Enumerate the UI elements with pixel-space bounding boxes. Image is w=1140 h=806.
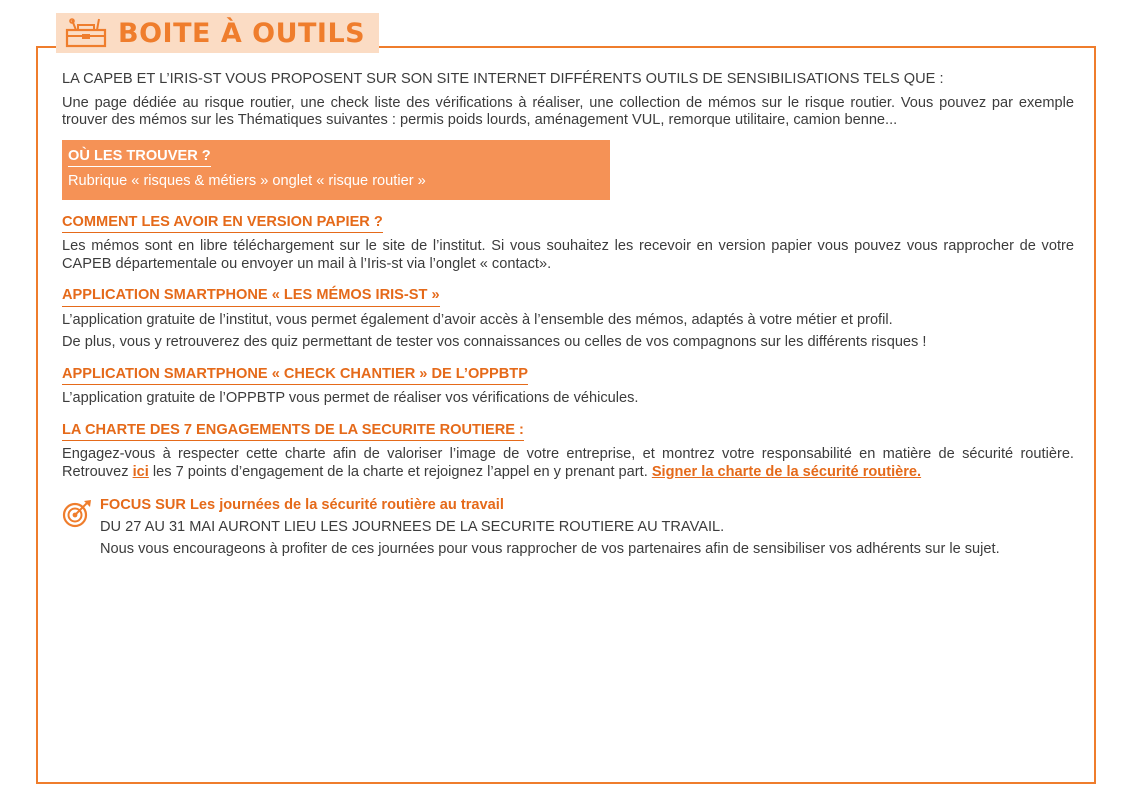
callout-heading: OÙ LES TROUVER ?: [68, 148, 211, 168]
charter-text: [62, 446, 1074, 481]
content-area: [62, 71, 1074, 559]
app-memos-text-1: L’application gratuite de l’institut, vous permet également d’avoir accès à l’ensemble des mémos, adaptés à votre métier et profil.: [62, 311, 893, 328]
focus-dates: DU 27 AU 31 MAI AURONT LIEU LES JOURNEES DE LA SECURITE ROUTIERE AU TRAVAIL.: [100, 518, 725, 535]
charter-heading: LA CHARTE DES 7 ENGAGEMENTS DE LA SECURITE ROUTIERE :: [62, 422, 524, 442]
toolbox-icon: [64, 18, 108, 48]
charter-text-a: Engagez-vous à respecter cette charte afin de valoriser l’image de votre entreprise, et montrez votre responsabilité en matière de sécurité routière. Retrouvez: [62, 446, 1074, 480]
app-memos-text-2: De plus, vous y retrouverez des quiz permettant de tester vos connaissances ou celles de vos compagnons sur les différents risques !: [62, 334, 927, 350]
charter-text-b: les 7 points d’engagement de la charte et rejoignez l’appel en y prenant part.: [148, 463, 652, 480]
app-check-heading: APPLICATION SMARTPHONE « CHECK CHANTIER » DE L’OPPBTP: [62, 366, 528, 386]
intro-caps-text: LA CAPEB ET L’IRIS-ST VOUS PROPOSENT SUR SON SITE INTERNET DIFFÉRENTS OUTILS DE SENSIBILISATIONS TELS QUE :: [62, 71, 944, 87]
page-title: BOITE À OUTILS: [118, 17, 366, 49]
app-check-text: L’application gratuite de l’OPPBTP vous permet de réaliser vos vérifications de véhicules.: [62, 390, 639, 406]
focus-section: [62, 497, 1074, 559]
focus-title: FOCUS SUR Les journées de la sécurité routière au travail: [100, 497, 504, 513]
title-tab: [56, 13, 379, 53]
callout-text: Rubrique « risques & métiers » onglet « risque routier »: [68, 173, 426, 189]
app-memos-heading: APPLICATION SMARTPHONE « LES MÉMOS IRIS-ST »: [62, 287, 440, 307]
paper-text: Les mémos sont en libre téléchargement sur le site de l’institut. Si vous souhaitez les recevoir en version papier vous pouvez vous rapprocher de votre CAPEB départementale ou envoyer un mail à l’Iris-st via l’onglet « contact».: [62, 238, 1074, 272]
intro-text: Une page dédiée au risque routier, une check liste des vérifications à réaliser, une collection de mémos sur le risque routier. Vous pouvez par exemple trouver des mémos sur les Thématiques suivantes : permis poids lourds, aménagement VUL, remorque utilitaire, camion benne...: [62, 94, 1074, 128]
paper-heading: COMMENT LES AVOIR EN VERSION PAPIER ?: [62, 214, 383, 234]
sign-charter-link[interactable]: Signer la charte de la sécurité routière.: [651, 463, 922, 480]
charter-ici-link[interactable]: ici: [132, 463, 149, 480]
target-icon: [62, 499, 92, 529]
focus-text: Nous vous encourageons à profiter de ces journées pour vous rapprocher de vos partenaires afin de sensibiliser vos adhérents sur le sujet.: [100, 541, 1000, 557]
where-callout: [62, 140, 610, 200]
